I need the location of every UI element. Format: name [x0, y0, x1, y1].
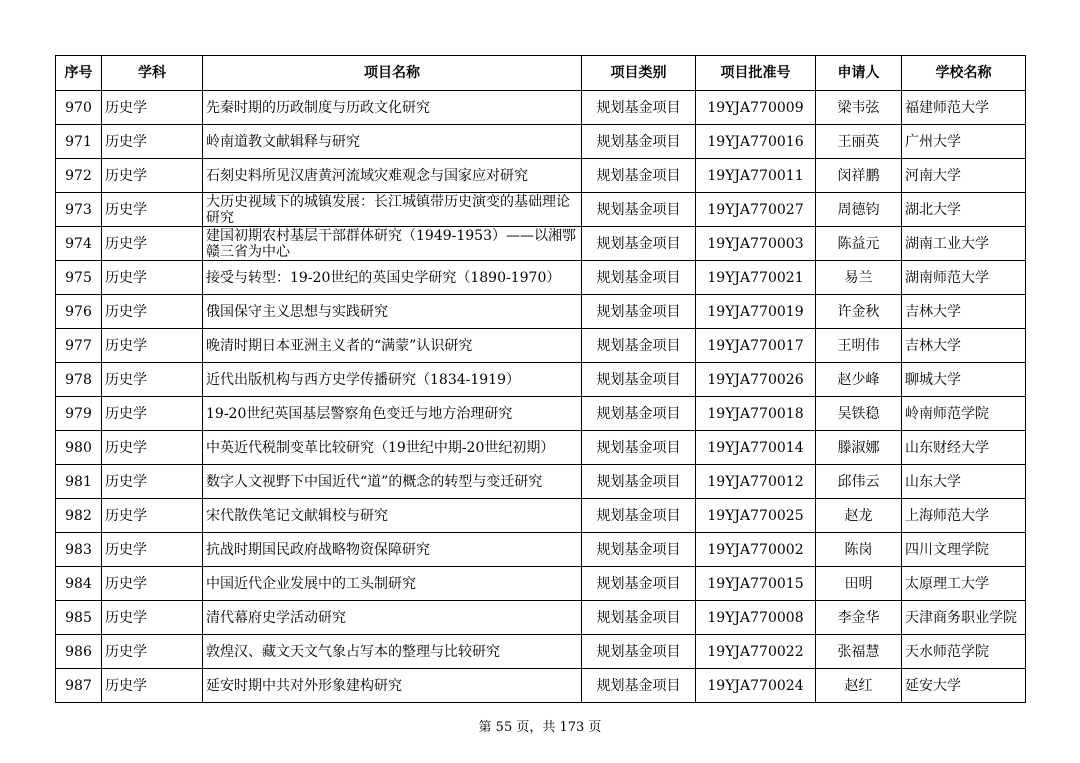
applicant-cell: 陈益元: [816, 227, 902, 261]
school-cell: 太原理工大学: [902, 567, 1026, 601]
seq-cell: 978: [56, 363, 102, 397]
school-cell: 湖北大学: [902, 193, 1026, 227]
project-table: [55, 55, 1026, 703]
table-row: [56, 499, 1026, 533]
seq-cell: 976: [56, 295, 102, 329]
project-type-cell: 规划基金项目: [582, 635, 696, 669]
approval-number-cell: 19YJA770012: [696, 465, 816, 499]
project-name-cell: 清代幕府史学活动研究: [203, 601, 582, 635]
subject-cell: 历史学: [102, 669, 203, 703]
project-type-cell: 规划基金项目: [582, 397, 696, 431]
applicant-cell: 闵祥鹏: [816, 159, 902, 193]
project-name-cell: 抗战时期国民政府战略物资保障研究: [203, 533, 582, 567]
table-row: [56, 669, 1026, 703]
approval-number-cell: 19YJA770024: [696, 669, 816, 703]
header-project-name: 项目名称: [203, 56, 582, 91]
project-name-cell: 建国初期农村基层干部群体研究（1949-1953）——以湘鄂赣三省为中心: [203, 227, 582, 261]
project-name-cell: 接受与转型：19-20世纪的英国史学研究（1890-1970）: [203, 261, 582, 295]
seq-cell: 984: [56, 567, 102, 601]
applicant-cell: 王明伟: [816, 329, 902, 363]
subject-cell: 历史学: [102, 261, 203, 295]
project-type-cell: 规划基金项目: [582, 567, 696, 601]
project-type-cell: 规划基金项目: [582, 669, 696, 703]
table-row: [56, 397, 1026, 431]
project-type-cell: 规划基金项目: [582, 91, 696, 125]
project-type-cell: 规划基金项目: [582, 431, 696, 465]
approval-number-cell: 19YJA770021: [696, 261, 816, 295]
school-cell: 广州大学: [902, 125, 1026, 159]
subject-cell: 历史学: [102, 397, 203, 431]
project-name-cell: 俄国保守主义思想与实践研究: [203, 295, 582, 329]
table-row: [56, 567, 1026, 601]
seq-cell: 971: [56, 125, 102, 159]
project-type-cell: 规划基金项目: [582, 465, 696, 499]
table-row: [56, 465, 1026, 499]
approval-number-cell: 19YJA770002: [696, 533, 816, 567]
table-row: [56, 329, 1026, 363]
school-cell: 山东财经大学: [902, 431, 1026, 465]
project-type-cell: 规划基金项目: [582, 125, 696, 159]
approval-number-cell: 19YJA770009: [696, 91, 816, 125]
project-type-cell: 规划基金项目: [582, 499, 696, 533]
applicant-cell: 李金华: [816, 601, 902, 635]
seq-cell: 980: [56, 431, 102, 465]
approval-number-cell: 19YJA770017: [696, 329, 816, 363]
subject-cell: 历史学: [102, 431, 203, 465]
header-project-type: 项目类别: [582, 56, 696, 91]
subject-cell: 历史学: [102, 533, 203, 567]
project-name-cell: 石刻史料所见汉唐黄河流域灾难观念与国家应对研究: [203, 159, 582, 193]
seq-cell: 974: [56, 227, 102, 261]
subject-cell: 历史学: [102, 295, 203, 329]
table-body: [56, 91, 1026, 703]
project-name-cell: 中英近代税制变革比较研究（19世纪中期-20世纪初期）: [203, 431, 582, 465]
project-type-cell: 规划基金项目: [582, 601, 696, 635]
table-row: [56, 125, 1026, 159]
subject-cell: 历史学: [102, 91, 203, 125]
subject-cell: 历史学: [102, 465, 203, 499]
project-name-cell: 数字人文视野下中国近代“道”的概念的转型与变迁研究: [203, 465, 582, 499]
project-name-cell: 岭南道教文献辑释与研究: [203, 125, 582, 159]
subject-cell: 历史学: [102, 159, 203, 193]
project-type-cell: 规划基金项目: [582, 329, 696, 363]
project-name-cell: 19-20世纪英国基层警察角色变迁与地方治理研究: [203, 397, 582, 431]
seq-cell: 986: [56, 635, 102, 669]
header-row: [56, 56, 1026, 91]
table-row: [56, 601, 1026, 635]
seq-cell: 975: [56, 261, 102, 295]
project-type-cell: 规划基金项目: [582, 533, 696, 567]
applicant-cell: 张福慧: [816, 635, 902, 669]
project-type-cell: 规划基金项目: [582, 261, 696, 295]
project-type-cell: 规划基金项目: [582, 193, 696, 227]
seq-cell: 982: [56, 499, 102, 533]
school-cell: 天津商务职业学院: [902, 601, 1026, 635]
seq-cell: 970: [56, 91, 102, 125]
applicant-cell: 周德钧: [816, 193, 902, 227]
approval-number-cell: 19YJA770027: [696, 193, 816, 227]
project-name-cell: 晚清时期日本亚洲主义者的“满蒙”认识研究: [203, 329, 582, 363]
seq-cell: 985: [56, 601, 102, 635]
approval-number-cell: 19YJA770008: [696, 601, 816, 635]
table-row: [56, 261, 1026, 295]
approval-number-cell: 19YJA770015: [696, 567, 816, 601]
header-approval-number: 项目批准号: [696, 56, 816, 91]
subject-cell: 历史学: [102, 635, 203, 669]
school-cell: 吉林大学: [902, 295, 1026, 329]
project-name-cell: 延安时期中共对外形象建构研究: [203, 669, 582, 703]
subject-cell: 历史学: [102, 601, 203, 635]
table-row: [56, 227, 1026, 261]
school-cell: 福建师范大学: [902, 91, 1026, 125]
school-cell: 山东大学: [902, 465, 1026, 499]
applicant-cell: 梁韦弦: [816, 91, 902, 125]
table-row: [56, 635, 1026, 669]
subject-cell: 历史学: [102, 499, 203, 533]
project-name-cell: 近代出版机构与西方史学传播研究（1834-1919）: [203, 363, 582, 397]
approval-number-cell: 19YJA770026: [696, 363, 816, 397]
page-number: 第 55 页，共 173 页: [478, 720, 602, 735]
table-row: [56, 295, 1026, 329]
project-type-cell: 规划基金项目: [582, 363, 696, 397]
seq-cell: 979: [56, 397, 102, 431]
approval-number-cell: 19YJA770016: [696, 125, 816, 159]
applicant-cell: 王丽英: [816, 125, 902, 159]
school-cell: 延安大学: [902, 669, 1026, 703]
school-cell: 湖南工业大学: [902, 227, 1026, 261]
school-cell: 河南大学: [902, 159, 1026, 193]
approval-number-cell: 19YJA770011: [696, 159, 816, 193]
project-name-cell: 先秦时期的历政制度与历政文化研究: [203, 91, 582, 125]
project-type-cell: 规划基金项目: [582, 295, 696, 329]
project-name-cell: 敦煌汉、藏文天文气象占写本的整理与比较研究: [203, 635, 582, 669]
table-row: [56, 159, 1026, 193]
seq-cell: 983: [56, 533, 102, 567]
project-type-cell: 规划基金项目: [582, 159, 696, 193]
table-row: [56, 193, 1026, 227]
project-name-cell: 中国近代企业发展中的工头制研究: [203, 567, 582, 601]
applicant-cell: 赵红: [816, 669, 902, 703]
subject-cell: 历史学: [102, 193, 203, 227]
subject-cell: 历史学: [102, 567, 203, 601]
approval-number-cell: 19YJA770014: [696, 431, 816, 465]
table-row: [56, 363, 1026, 397]
applicant-cell: 吴铁稳: [816, 397, 902, 431]
seq-cell: 987: [56, 669, 102, 703]
seq-cell: 981: [56, 465, 102, 499]
school-cell: 吉林大学: [902, 329, 1026, 363]
applicant-cell: 田明: [816, 567, 902, 601]
school-cell: 天水师范学院: [902, 635, 1026, 669]
project-name-cell: 宋代散佚笔记文献辑校与研究: [203, 499, 582, 533]
header-subject: 学科: [102, 56, 203, 91]
school-cell: 四川文理学院: [902, 533, 1026, 567]
applicant-cell: 赵龙: [816, 499, 902, 533]
subject-cell: 历史学: [102, 125, 203, 159]
seq-cell: 977: [56, 329, 102, 363]
header-school: 学校名称: [902, 56, 1026, 91]
applicant-cell: 滕淑娜: [816, 431, 902, 465]
seq-cell: 973: [56, 193, 102, 227]
table-row: [56, 91, 1026, 125]
applicant-cell: 陈岗: [816, 533, 902, 567]
approval-number-cell: 19YJA770018: [696, 397, 816, 431]
school-cell: 岭南师范学院: [902, 397, 1026, 431]
school-cell: 聊城大学: [902, 363, 1026, 397]
table-row: [56, 431, 1026, 465]
approval-number-cell: 19YJA770022: [696, 635, 816, 669]
subject-cell: 历史学: [102, 329, 203, 363]
school-cell: 上海师范大学: [902, 499, 1026, 533]
approval-number-cell: 19YJA770019: [696, 295, 816, 329]
subject-cell: 历史学: [102, 227, 203, 261]
applicant-cell: 邱伟云: [816, 465, 902, 499]
approval-number-cell: 19YJA770025: [696, 499, 816, 533]
table-row: [56, 533, 1026, 567]
applicant-cell: 易兰: [816, 261, 902, 295]
applicant-cell: 赵少峰: [816, 363, 902, 397]
applicant-cell: 许金秋: [816, 295, 902, 329]
subject-cell: 历史学: [102, 363, 203, 397]
school-cell: 湖南师范大学: [902, 261, 1026, 295]
header-applicant: 申请人: [816, 56, 902, 91]
project-name-cell: 大历史视域下的城镇发展：长江城镇带历史演变的基础理论研究: [203, 193, 582, 227]
approval-number-cell: 19YJA770003: [696, 227, 816, 261]
seq-cell: 972: [56, 159, 102, 193]
project-type-cell: 规划基金项目: [582, 227, 696, 261]
header-seq: 序号: [56, 56, 102, 91]
